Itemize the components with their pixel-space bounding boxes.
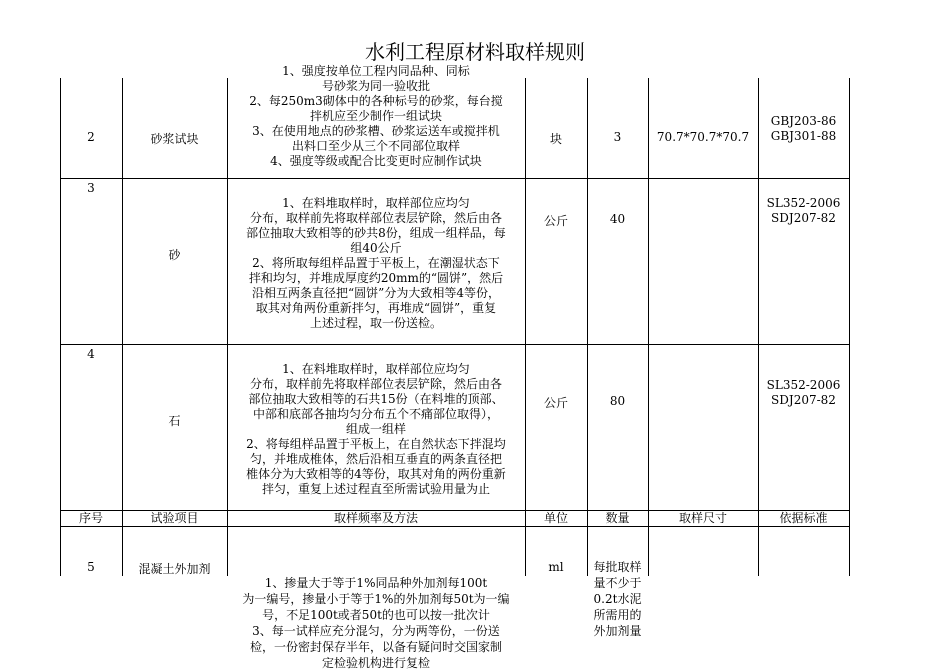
row-qty: 每批取样 量不少于 0.2t水泥 所需用的 外加剂量 [593,560,642,638]
row-method: 1、在料堆取样时，取样部位应均匀 分布，取样前先将取样部位表层铲除，然后由各 部位抽取大致相等的砂共8份，组成一组样品，每 组40公斤 2、将所取每组样品置于平板上，在潮湿状态下 拌和均匀，并堆成厚度约20mm的“圆饼”，然后 沿相互两条直径把“圆饼”分为大致相等4等份， 取其对角两份重新拌匀，再堆成“圆饼”，重复 上述过程，取一份送检。 [246,196,506,330]
row-qty: 40 [609,212,626,226]
row-item: 砂 [168,248,181,262]
row-unit: ml [548,560,564,574]
row-item: 石 [168,414,181,428]
header-size: 取样尺寸 [678,511,727,525]
row-seq: 4 [87,347,95,361]
row-method: 1、在料堆取样时，取样部位应均匀 分布，取样前先将取样部位表层铲除，然后由各 部位抽取大致相等的石共15份（在料堆的顶部、 中部和底部各抽均匀分布五个不痛部位取得）， 组成一组样 2、将每组样品置于平板上，在自然状态下拌混均 匀，并堆成椎体，然后沿相互垂直的两条直径把 椎体分为大致相等的4等份，取其对角的两份重新 拌匀，重复上述过程直至所需试验用量为止 [246,362,506,496]
row-item: 混凝土外加剂 [138,562,211,576]
row-unit: 块 [549,132,562,146]
row-unit: 公斤 [543,214,568,228]
row-standard: GBJ203-86 GBJ301-88 [770,114,837,143]
row-method: 1、掺量大于等于1%同品种外加剂每100t 为一编号，掺量小于等于1%的外加剂每50t为一编 号，不足100t或者50t的也可以按一批次计 3、每一试样应充分混匀，分为两等份，一份送 检，一份密封保存半年，以备有疑问时交国家制 定检验机构进行复检 [242,576,510,670]
header-standard: 依据标准 [779,511,828,525]
row-standard: SL352-2006 SDJ207-82 [766,378,841,407]
row-standard: SL352-2006 SDJ207-82 [766,196,841,225]
row-qty: 3 [613,130,622,144]
row-item: 砂浆试块 [150,132,199,146]
row-seq: 2 [87,130,95,144]
header-unit: 单位 [543,511,568,525]
header-item: 试验项目 [150,511,199,525]
header-qty: 数量 [605,511,630,525]
row-qty: 80 [609,394,626,408]
row-seq: 5 [87,560,95,574]
header-seq: 序号 [78,511,103,525]
page-title: 水利工程原材料取样规则 [365,40,585,64]
row-seq: 3 [87,181,95,195]
row-size: 70.7*70.7*70.7 [656,130,750,144]
row-method: 1、强度按单位工程内同品种、同标 号砂浆为同一验收批 2、每250m3砌体中的各种标号的砂浆，每台搅 拌机应至少制作一组试块 3、在使用地点的砂浆槽、砂浆运送车或搅拌机 出料口至少从三个不同部位取样 4、强度等级或配合比变更时应制作试块 [249,64,503,168]
row-unit: 公斤 [543,396,568,410]
header-method: 取样频率及方法 [333,511,418,525]
